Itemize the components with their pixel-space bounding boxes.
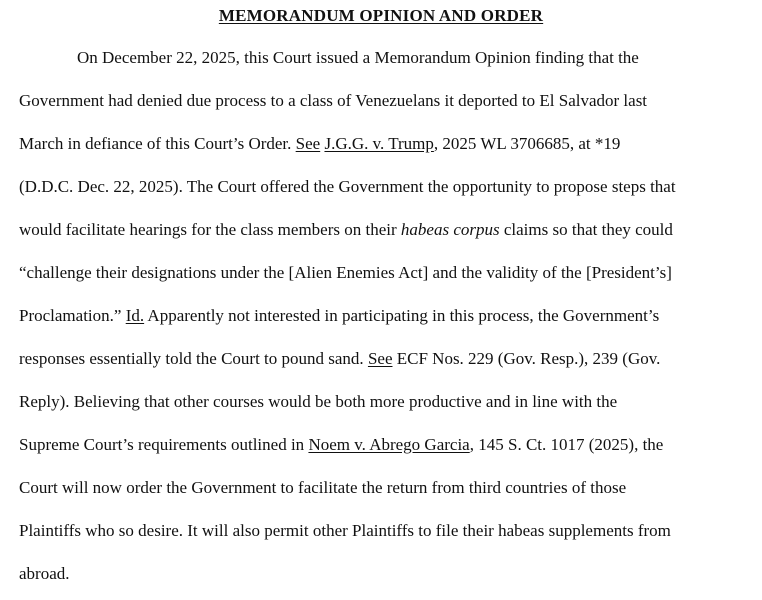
- text-line-9: Reply). Believing that other courses would be both more productive and in line with the: [19, 392, 618, 411]
- case-citation-noem-v-abrego-garcia: Noem v. Abrego Garcia: [308, 435, 470, 454]
- case-citation-jgg-v-trump: J.G.G. v. Trump: [324, 134, 434, 153]
- text-line-10: [19, 434, 663, 456]
- text-segment: Supreme Court’s requirements outlined in: [19, 435, 309, 454]
- text-segment: ECF Nos. 229 (Gov. Resp.), 239 (Gov.: [392, 349, 661, 368]
- text-segment: Proclamation.”: [19, 306, 126, 325]
- text-line-13: abroad.: [19, 564, 70, 583]
- text-line-8: [19, 348, 660, 370]
- text-segment: claims so that they could: [499, 220, 673, 239]
- text-line-1: On December 22, 2025, this Court issued a Memorandum Opinion finding that the: [77, 48, 639, 67]
- italic-habeas-corpus: habeas corpus: [400, 220, 500, 239]
- text-line-4: (D.D.C. Dec. 22, 2025). The Court offered the Government the opportunity to propose steps that: [19, 177, 676, 196]
- signal-id: Id.: [125, 306, 145, 325]
- text-segment: , 145 S. Ct. 1017 (2025), the: [469, 435, 664, 454]
- signal-see: See: [367, 349, 393, 368]
- text-line-12: Plaintiffs who so desire. It will also permit other Plaintiffs to file their habeas supplements from: [19, 521, 671, 540]
- text-line-6: “challenge their designations under the [Alien Enemies Act] and the validity of the [President’s]: [19, 263, 672, 282]
- text-segment: Apparently not interested in participating in this process, the Government’s: [144, 306, 660, 325]
- text-segment: responses essentially told the Court to pound sand.: [19, 349, 368, 368]
- text-segment: March in defiance of this Court’s Order.: [19, 134, 296, 153]
- text-line-7: [19, 305, 659, 327]
- document-title: MEMORANDUM OPINION AND ORDER: [218, 6, 544, 25]
- text-segment: would facilitate hearings for the class members on their: [19, 220, 401, 239]
- text-segment: , 2025 WL 3706685, at *19: [433, 134, 621, 153]
- text-line-5: [19, 219, 673, 241]
- text-line-11: Court will now order the Government to facilitate the return from third countries of those: [19, 478, 627, 497]
- text-line-2: Government had denied due process to a class of Venezuelans it deported to El Salvador last: [19, 91, 648, 110]
- signal-see: See: [295, 134, 321, 153]
- text-line-3: [19, 133, 620, 155]
